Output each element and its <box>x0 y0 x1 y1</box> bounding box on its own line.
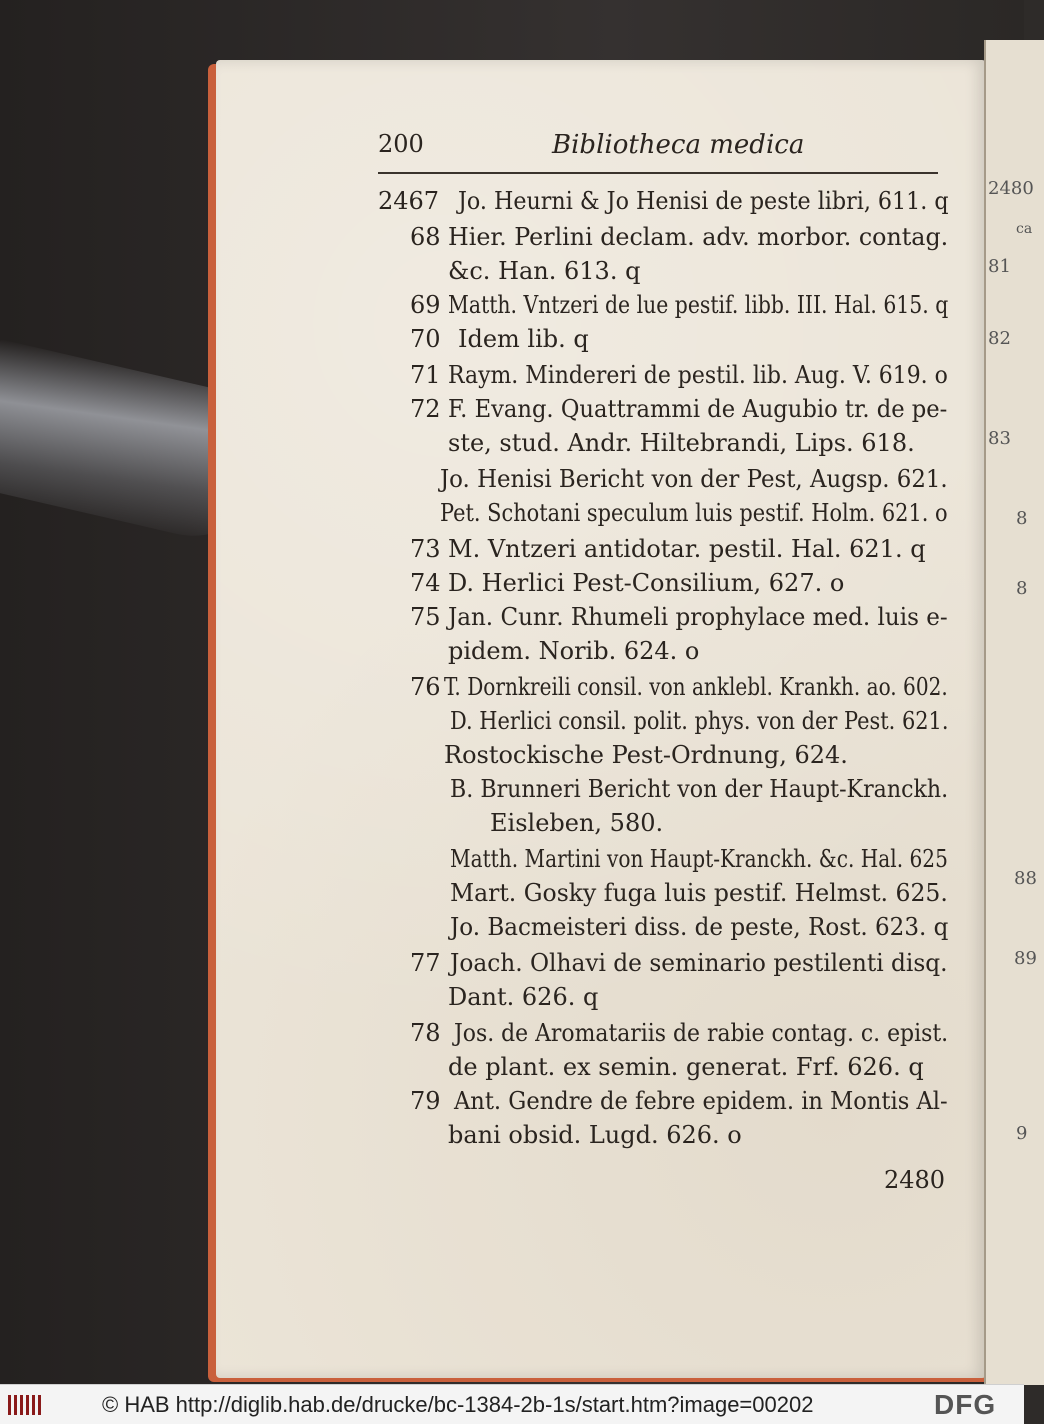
entry-number: 72 <box>410 395 441 423</box>
entry-text: Jan. Cunr. Rhumeli prophylace med. luis e- <box>448 603 948 631</box>
entry-text: Ant. Gendre de febre epidem. in Montis Al- <box>454 1087 948 1115</box>
footer-credit: © HAB http://diglib.hab.de/drucke/bc-1384-2b-1s/start.htm?image=00202 <box>102 1392 814 1417</box>
entry-number: 74 <box>410 569 441 597</box>
entry-number: 2467 <box>378 187 440 215</box>
facing-page <box>984 40 1044 1385</box>
entry-number: 73 <box>410 535 441 563</box>
page-number: 200 <box>378 130 424 158</box>
entry-text: Rostockische Pest-Ordnung, 624. <box>444 741 848 769</box>
entry-text: &c. Han. 613. q <box>448 257 641 285</box>
entry-text: Dant. 626. q <box>448 983 599 1011</box>
entry-number: 77 <box>410 949 441 977</box>
entry-number: 76 <box>410 673 441 701</box>
entry-number: 75 <box>410 603 441 631</box>
footer-bar <box>0 1384 1024 1424</box>
entry-text: Mart. Gosky fuga luis pestif. Helmst. 625. <box>450 879 948 907</box>
entry-text: Idem lib. q <box>458 325 589 353</box>
entry-text: bani obsid. Lugd. 626. o <box>448 1121 742 1149</box>
entry-text: T. Dornkreili consil. von anklebl. Krankh. ao. 602. <box>444 673 948 701</box>
entry-text: F. Evang. Quattrammi de Augubio tr. de pe- <box>448 395 948 423</box>
entry-text: D. Herlici consil. polit. phys. von der Pest. 621. <box>450 707 949 735</box>
facing-fragment: 81 <box>988 256 1011 277</box>
facing-fragment: 88 <box>1014 868 1037 889</box>
entry-number: 68 <box>410 223 441 251</box>
entry-text: Matth. Vntzeri de lue pestif. libb. III. Hal. 615. q <box>448 291 949 319</box>
entry-text: Matth. Martini von Haupt-Kranckh. &c. Hal. 625 <box>450 845 948 873</box>
facing-fragment: 89 <box>1014 948 1037 969</box>
entry-text: Joach. Olhavi de seminario pestilenti disq. <box>450 949 948 977</box>
entry-text: Hier. Perlini declam. adv. morbor. contag. <box>448 223 949 251</box>
dfg-logo: DFG <box>934 1389 997 1420</box>
entry-text: D. Herlici Pest-Consilium, 627. o <box>448 569 845 597</box>
entry-text: ste, stud. Andr. Hiltebrandi, Lips. 618. <box>448 429 915 457</box>
hab-logo-icon <box>6 1391 42 1419</box>
entry-text: pidem. Norib. 624. o <box>448 637 700 665</box>
facing-fragment: ca <box>1016 221 1033 237</box>
facing-fragment: 9 <box>1016 1123 1028 1144</box>
entry-number: 79 <box>410 1087 441 1115</box>
running-title: Bibliotheca medica <box>552 130 805 160</box>
entry-text: Jo. Bacmeisteri diss. de peste, Rost. 623. q <box>450 913 949 941</box>
entry-text: Pet. Schotani speculum luis pestif. Holm. 621. o <box>440 499 948 527</box>
entry-text: Raym. Mindereri de pestil. lib. Aug. V. 619. o <box>448 361 948 389</box>
facing-fragment: 8 <box>1016 578 1028 599</box>
entry-number: 70 <box>410 325 441 353</box>
entry-number: 78 <box>410 1019 441 1047</box>
entry-text: Jos. de Aromatariis de rabie contag. c. epist. <box>454 1019 949 1047</box>
entry-text: Jo. Henisi Bericht von der Pest, Augsp. 621. <box>440 465 948 493</box>
catchword: 2480 <box>884 1166 946 1194</box>
header-rule <box>378 172 938 174</box>
entry-text: B. Brunneri Bericht von der Haupt-Kranckh. <box>450 775 949 803</box>
facing-fragment: 8 <box>1016 508 1028 529</box>
facing-fragment: 83 <box>988 428 1011 449</box>
facing-fragment: 82 <box>988 328 1011 349</box>
entry-number: 71 <box>410 361 441 389</box>
facing-fragment: 2480 <box>988 178 1034 199</box>
entry-text: Jo. Heurni & Jo Henisi de peste libri, 611. q <box>458 187 949 215</box>
entry-text: M. Vntzeri antidotar. pestil. Hal. 621. q <box>448 535 926 563</box>
entry-number: 69 <box>410 291 441 319</box>
page-header <box>378 130 938 170</box>
entry-text: Eisleben, 580. <box>490 809 664 837</box>
entry-text: de plant. ex semin. generat. Frf. 626. q <box>448 1053 924 1081</box>
